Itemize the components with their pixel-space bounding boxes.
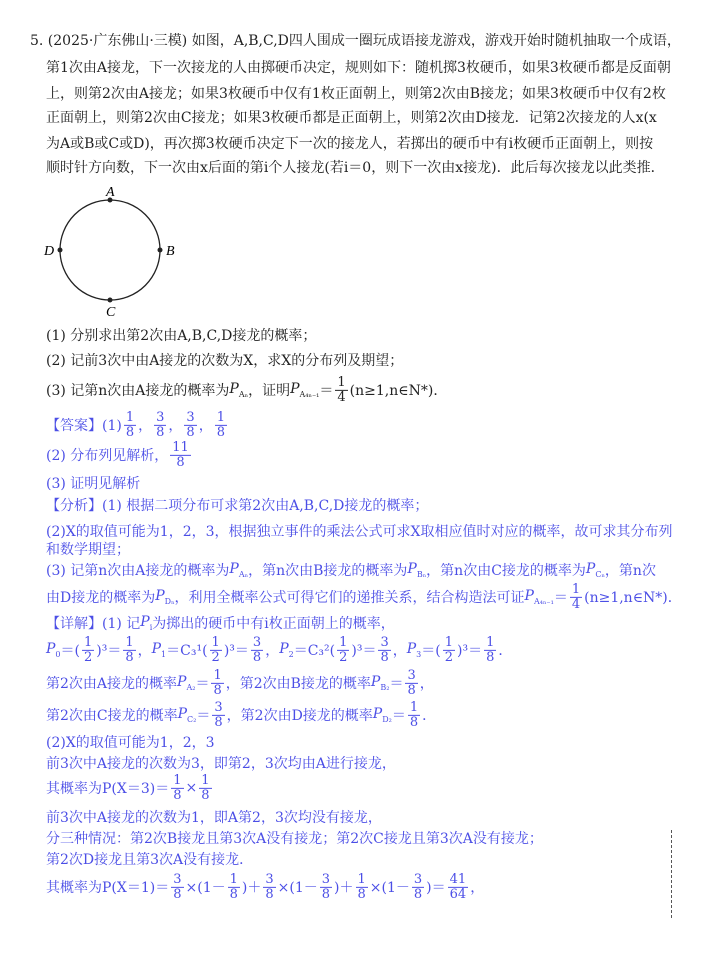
denominator: 8 — [252, 649, 262, 665]
subscripted-symbol — [586, 561, 605, 579]
text-segment: ， — [138, 418, 153, 434]
subscript: Dₙ — [164, 597, 175, 606]
text-segment: (3) 记第n次由A接龙的概率为 — [46, 563, 230, 579]
text-segment: )＋ — [241, 880, 262, 896]
numerator: 1 — [486, 634, 495, 650]
text-line — [46, 133, 658, 153]
denominator: 8 — [409, 714, 419, 730]
numerator: 3 — [186, 409, 195, 425]
text-line — [46, 669, 434, 697]
fraction — [378, 636, 390, 664]
text-segment: ×(1－ — [277, 880, 318, 896]
symbol: P — [177, 706, 188, 722]
text-segment: ＝( — [60, 643, 80, 659]
text-segment: ＝( — [421, 643, 441, 659]
text-line — [46, 325, 316, 345]
numerator: 1 — [125, 634, 134, 650]
numerator: 3 — [380, 634, 389, 650]
fraction — [320, 873, 332, 901]
text-segment: 【答案】(1) — [46, 418, 122, 434]
point-b — [158, 248, 163, 253]
subscript: A₄ₙ₋₁ — [299, 390, 320, 399]
text-segment: ＝ — [196, 708, 211, 724]
numerator: 1 — [173, 772, 182, 788]
denominator: 8 — [173, 886, 182, 902]
numerator: 1 — [83, 634, 93, 650]
fraction — [251, 636, 263, 664]
subscript: A₂ — [186, 683, 196, 692]
symbol: P — [140, 614, 150, 630]
text-segment: ， — [137, 643, 152, 659]
numerator: 1 — [444, 634, 454, 650]
denominator: 8 — [229, 886, 238, 902]
subscripted-symbol — [371, 674, 390, 692]
fraction — [82, 636, 94, 664]
fraction — [124, 411, 136, 439]
denominator: 8 — [125, 424, 135, 440]
text-segment: ＝ — [195, 676, 210, 692]
subscripted-symbol — [152, 641, 167, 659]
text-line — [46, 495, 428, 515]
denominator: 8 — [216, 424, 225, 440]
text-segment: ，第n次由C接龙的概率为 — [426, 563, 586, 579]
text-segment: 第2次D接龙且第3次A没有接龙． — [46, 852, 254, 868]
text-line — [46, 807, 382, 827]
numerator: 1 — [216, 409, 225, 425]
denominator: 8 — [265, 886, 274, 902]
text-line — [46, 441, 193, 469]
text-segment: ，利用全概率公式可得它们的递推关系，结合构造法可证 — [174, 590, 525, 606]
text-line — [46, 774, 214, 802]
label-b: B — [166, 244, 175, 259]
denominator: 8 — [407, 682, 416, 698]
numerator: 1 — [409, 699, 419, 715]
text-line — [46, 613, 395, 633]
fraction — [337, 636, 349, 664]
numerator: 1 — [211, 634, 220, 650]
numerator: 3 — [173, 871, 182, 887]
text-segment: ，证明 — [248, 383, 291, 399]
fraction — [412, 873, 424, 901]
numerator: 1 — [213, 667, 222, 683]
fraction — [211, 669, 223, 697]
subscript: 2 — [288, 650, 294, 659]
subscript: A₄ₙ₋₁ — [533, 597, 554, 606]
subscripted-symbol — [46, 641, 61, 659]
text-segment: (3) 记第n次由A接龙的概率为 — [46, 383, 230, 399]
numerator: 3 — [156, 409, 165, 425]
text-segment: ×(1－ — [185, 880, 226, 896]
numerator: 1 — [201, 772, 210, 788]
fraction — [570, 583, 582, 611]
text-segment: ＝C₃¹( — [166, 643, 208, 659]
subscript: i — [149, 623, 153, 632]
denominator: 8 — [413, 886, 423, 902]
text-segment: 正面朝上，则第2次由C接龙；如果3枚硬币都是正面朝上，则第2次由D接龙．记第2次接龙的人x(x — [46, 110, 657, 126]
numerator: 3 — [413, 871, 423, 887]
subscript: B₂ — [380, 683, 390, 692]
numerator: 1 — [337, 374, 346, 390]
text-line — [46, 828, 543, 848]
text-segment: (n≥1,n∈N*)． — [584, 590, 682, 606]
text-segment: 为掷出的硬币中有i枚正面朝上的概率， — [152, 616, 395, 632]
fraction — [170, 441, 191, 469]
symbol: P — [46, 641, 56, 657]
fraction — [448, 873, 469, 901]
subscript: Aₙ — [238, 570, 249, 579]
text-segment: )＋ — [334, 880, 354, 896]
dashed-divider — [671, 830, 672, 918]
subscripted-symbol — [525, 588, 554, 606]
symbol: P — [406, 641, 417, 657]
text-segment: ， — [470, 880, 485, 896]
text-line — [46, 107, 658, 127]
circle — [60, 200, 160, 300]
text-segment: 第2次由A接龙的概率 — [46, 676, 178, 692]
text-line — [46, 521, 672, 541]
text-line — [46, 873, 484, 901]
label-d: D — [44, 244, 55, 259]
text-line — [46, 350, 403, 370]
text-segment: ＝ — [319, 383, 334, 399]
label-a: A — [106, 185, 115, 200]
denominator: 2 — [339, 649, 348, 665]
numerator: 3 — [321, 871, 331, 887]
denominator: 64 — [449, 886, 467, 902]
numerator: 3 — [252, 634, 262, 650]
text-line — [46, 636, 512, 664]
text-segment: 上，则第2次由A接龙；如果3枚硬币中仅有1枚正面朝上，则第2次由B接龙；如果3枚硬币中仅有2枚 — [46, 86, 666, 102]
text-segment: 分三种情况：第2次B接龙且第3次A没有接龙；第2次C接龙且第3次A没有接龙； — [46, 831, 543, 847]
denominator: 4 — [337, 389, 346, 405]
symbol: P — [585, 561, 596, 577]
text-segment: 【分析】(1) 根据二项分布可求第2次由A,B,C,D接龙的概率； — [46, 498, 429, 514]
fraction — [154, 411, 166, 439]
numerator: 1 — [339, 634, 348, 650]
symbol: P — [229, 381, 239, 397]
fraction — [356, 873, 368, 901]
text-segment: ，第n次由B接龙的概率为 — [248, 563, 408, 579]
denominator: 2 — [83, 649, 93, 665]
text-segment: 第2次由C接龙的概率 — [46, 708, 178, 724]
subscripted-symbol — [155, 588, 174, 606]
text-segment: ，第2次由B接龙的概率 — [225, 676, 371, 692]
subscripted-symbol — [279, 641, 294, 659]
denominator: 8 — [321, 886, 331, 902]
numerator: 41 — [449, 871, 467, 887]
text-segment: ×(1－ — [369, 880, 410, 896]
text-segment: )³＝ — [457, 643, 483, 659]
text-segment: 顺时针方向数，下一次由x后面的第i个人接龙(若i＝0，则下一次由x接龙)．此后每次接龙以此类推． — [46, 160, 665, 176]
text-segment: × — [185, 780, 198, 796]
text-segment: ， — [168, 418, 183, 434]
subscripted-symbol — [229, 561, 248, 579]
point-d — [58, 248, 63, 253]
text-line — [46, 560, 656, 580]
text-segment: 第1次由A接龙，下一次接龙的人由掷硬币决定，规则如下：随机掷3枚硬币，如果3枚硬币都是反面朝 — [46, 60, 671, 76]
denominator: 8 — [176, 454, 185, 470]
text-segment: (2) 记前3次中由A接龙的次数为X，求X的分布列及期望； — [46, 353, 404, 369]
symbol: P — [177, 674, 187, 690]
text-segment: ＝ — [553, 590, 568, 606]
denominator: 2 — [211, 649, 220, 665]
symbol: P — [407, 561, 417, 577]
numerator: 1 — [229, 871, 238, 887]
numerator: 3 — [265, 871, 274, 887]
symbol: P — [370, 674, 381, 690]
symbol: P — [279, 641, 289, 657]
denominator: 8 — [213, 682, 222, 698]
denominator: 8 — [380, 649, 389, 665]
subscript: C₂ — [187, 715, 197, 724]
text-segment: )＝ — [426, 880, 446, 896]
fraction — [212, 701, 224, 729]
text-segment: 【详解】(1) 记 — [46, 616, 141, 632]
subscript: 3 — [416, 650, 422, 659]
symbol: P — [229, 561, 239, 577]
denominator: 8 — [125, 649, 134, 665]
text-segment: )³＝ — [223, 643, 249, 659]
fraction — [171, 774, 183, 802]
text-line — [46, 753, 396, 773]
fraction — [263, 873, 275, 901]
fraction — [405, 669, 417, 697]
text-line — [46, 732, 215, 752]
numerator: 1 — [571, 581, 581, 597]
subscripted-symbol — [177, 674, 195, 692]
denominator: 8 — [214, 714, 223, 730]
text-segment: ， — [198, 418, 213, 434]
text-line — [46, 157, 665, 177]
circle-diagram — [40, 180, 190, 320]
text-segment: ， — [392, 643, 407, 659]
label-c: C — [106, 305, 116, 320]
fraction — [123, 636, 135, 664]
fraction — [484, 636, 496, 664]
point-c — [108, 298, 113, 303]
fraction — [335, 376, 347, 404]
symbol: P — [372, 706, 383, 722]
denominator: 8 — [201, 787, 210, 803]
text-line — [30, 30, 681, 50]
text-segment: (2)X的取值可能为1，2，3，根据独立事件的乘法公式可求X取相应值时对应的概率，故可求其分布列 — [46, 524, 673, 540]
text-line — [46, 701, 436, 729]
text-segment: ，第2次由D接龙的概率 — [226, 708, 373, 724]
fraction — [443, 636, 455, 664]
text-segment: 由D接龙的概率为 — [46, 590, 156, 606]
fraction — [171, 873, 183, 901]
denominator: 4 — [571, 596, 581, 612]
text-line — [46, 849, 253, 869]
numerator: 1 — [125, 409, 135, 425]
subscripted-symbol — [407, 641, 422, 659]
fraction — [408, 701, 420, 729]
text-segment: 5. (2025·广东佛山·三模) 如图，A,B,C,D四人围成一圈玩成语接龙游戏，游戏开始时随机抽取一个成语， — [30, 33, 681, 49]
numerator: 3 — [214, 699, 223, 715]
denominator: 8 — [173, 787, 182, 803]
denominator: 8 — [186, 424, 195, 440]
denominator: 8 — [156, 424, 165, 440]
numerator: 3 — [407, 667, 416, 683]
subscript: Cₙ — [595, 570, 605, 579]
fraction — [228, 873, 240, 901]
fraction — [210, 636, 222, 664]
subscripted-symbol — [373, 706, 392, 724]
text-segment: 其概率为P(X＝3)＝ — [46, 781, 170, 797]
text-line — [46, 411, 229, 439]
text-segment: 其概率为P(X＝1)＝ — [46, 880, 170, 896]
text-segment: 和数学期望； — [46, 542, 130, 558]
subscript: Bₙ — [416, 570, 427, 579]
denominator: 8 — [357, 886, 366, 902]
denominator: 8 — [486, 649, 495, 665]
text-segment: ． — [422, 708, 437, 724]
text-line — [46, 57, 671, 77]
subscript: D₂ — [382, 715, 392, 724]
text-segment: ． — [498, 643, 513, 659]
text-segment: (1) 分别求出第2次由A,B,C,D接龙的概率； — [46, 328, 317, 344]
text-line — [46, 376, 447, 404]
text-segment: ＝C₃²( — [293, 643, 336, 659]
fraction — [215, 411, 227, 439]
text-segment: (3) 证明见解析 — [46, 476, 141, 492]
subscript: 1 — [161, 650, 167, 659]
text-segment: ，第n次 — [604, 563, 656, 579]
text-line — [46, 83, 666, 103]
subscripted-symbol — [290, 381, 319, 399]
text-segment: )³＝ — [351, 643, 377, 659]
symbol: P — [151, 641, 162, 657]
symbol: P — [290, 381, 300, 397]
subscripted-symbol — [407, 561, 426, 579]
subscripted-symbol — [229, 381, 248, 399]
text-segment: ＝ — [391, 708, 406, 724]
subscript: Aₙ — [238, 390, 249, 399]
subscripted-symbol — [140, 614, 152, 632]
denominator: 2 — [444, 649, 454, 665]
text-line — [46, 539, 130, 559]
text-line — [46, 583, 682, 611]
text-segment: ＝ — [389, 676, 404, 692]
text-segment: (2)X的取值可能为1，2，3 — [46, 735, 215, 751]
text-segment: (2) 分布列见解析， — [46, 448, 169, 464]
fraction — [184, 411, 196, 439]
numerator: 11 — [172, 439, 189, 455]
text-segment: (n≥1,n∈N*)． — [349, 383, 448, 399]
numerator: 1 — [357, 871, 366, 887]
subscripted-symbol — [178, 706, 197, 724]
symbol: P — [524, 588, 534, 604]
text-segment: 前3次中A接龙的次数为3，即第2，3次均由A进行接龙， — [46, 756, 396, 772]
text-segment: ， — [419, 676, 434, 692]
text-line — [46, 473, 140, 493]
text-segment: 为A或B或C或D)，再次掷3枚硬币决定下一次的接龙人，若掷出的硬币中有i枚硬币正面朝上，则按 — [46, 136, 654, 152]
symbol: P — [155, 588, 165, 604]
text-segment: 前3次中A接龙的次数为1，即A第2，3次均没有接龙， — [46, 810, 382, 826]
subscript: 0 — [55, 650, 61, 659]
text-segment: )³＝ — [96, 643, 122, 659]
fraction — [199, 774, 211, 802]
text-segment: ， — [265, 643, 280, 659]
